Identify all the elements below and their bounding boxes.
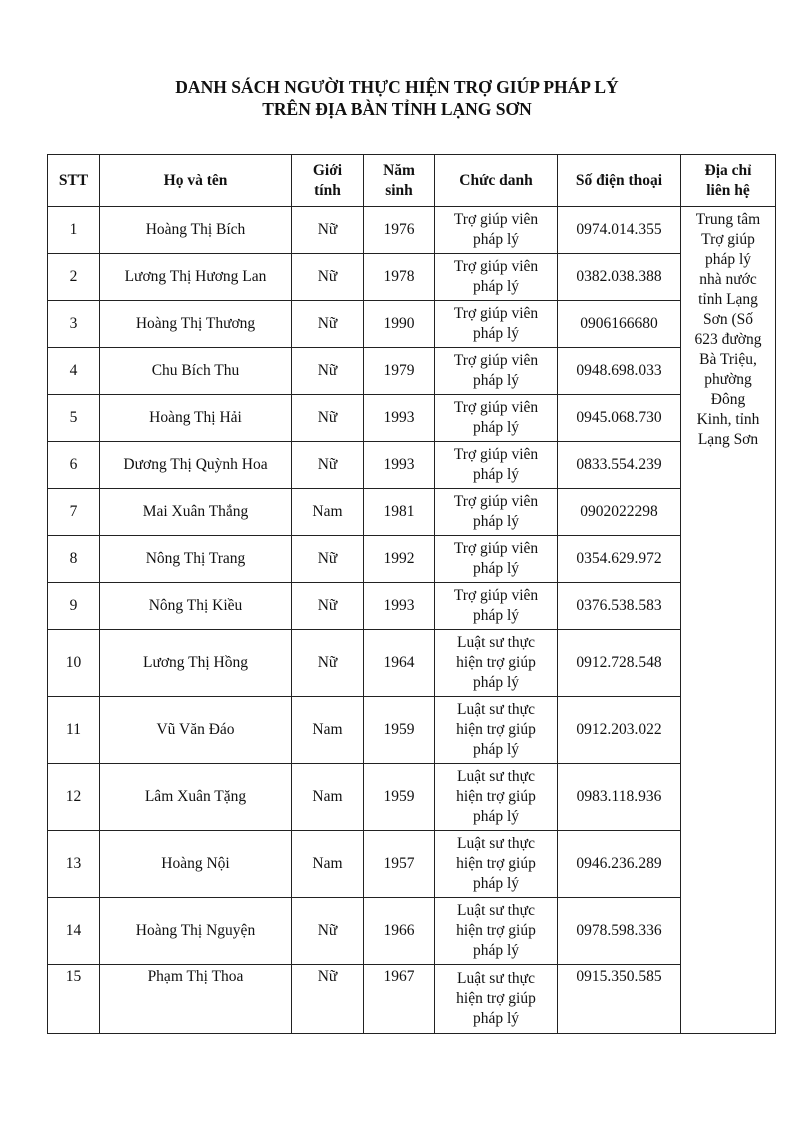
cell-name: Nông Thị Kiều xyxy=(100,583,292,630)
cell-stt: 5 xyxy=(48,395,100,442)
cell-title xyxy=(435,898,558,965)
cell-gender: Nữ xyxy=(292,630,364,697)
address-line: pháp lý xyxy=(704,251,752,268)
title-line: Luật sư thực xyxy=(457,970,535,987)
table-row xyxy=(48,536,776,583)
cell-stt: 7 xyxy=(48,489,100,536)
cell-gender: Nữ xyxy=(292,254,364,301)
table-row xyxy=(48,831,776,898)
cell-birth-year: 1992 xyxy=(364,536,435,583)
header-phone: Số điện thoại xyxy=(558,155,681,207)
cell-name: Hoàng Nội xyxy=(100,831,292,898)
cell-gender: Nữ xyxy=(292,583,364,630)
table-row xyxy=(48,348,776,395)
cell-stt: 12 xyxy=(48,764,100,831)
title-line: pháp lý xyxy=(472,808,520,825)
title-line: Trợ giúp viên xyxy=(453,493,539,510)
cell-stt: 9 xyxy=(48,583,100,630)
cell-title xyxy=(435,583,558,630)
title-line: Trợ giúp viên xyxy=(453,352,539,369)
title-line: pháp lý xyxy=(472,466,520,483)
title-line: hiện trợ giúp xyxy=(456,788,536,805)
cell-name: Lâm Xuân Tặng xyxy=(100,764,292,831)
title-line-2: TRÊN ĐỊA BÀN TỈNH LẠNG SƠN xyxy=(262,99,532,119)
cell-gender: Nữ xyxy=(292,442,364,489)
table-header-row xyxy=(48,155,776,207)
cell-stt: 14 xyxy=(48,898,100,965)
title-line-1: DANH SÁCH NGƯỜI THỰC HIỆN TRỢ GIÚP PHÁP LÝ xyxy=(175,77,619,97)
title-line: Trợ giúp viên xyxy=(453,211,539,228)
cell-gender: Nam xyxy=(292,764,364,831)
cell-title xyxy=(435,764,558,831)
cell-stt: 3 xyxy=(48,301,100,348)
address-line: Đông xyxy=(710,391,746,408)
cell-name: Mai Xuân Thắng xyxy=(100,489,292,536)
address-line: Sơn (Số xyxy=(703,311,753,328)
cell-birth-year: 1966 xyxy=(364,898,435,965)
address-line: Lạng Sơn xyxy=(697,431,759,448)
personnel-table xyxy=(47,154,776,1034)
cell-gender: Nữ xyxy=(292,536,364,583)
cell-title xyxy=(435,630,558,697)
title-line: Luật sư thực xyxy=(457,701,535,718)
address-line: tỉnh Lạng xyxy=(698,291,758,308)
cell-gender: Nữ xyxy=(292,348,364,395)
cell-birth-year: 1993 xyxy=(364,442,435,489)
title-line: Luật sư thực xyxy=(457,768,535,785)
title-line: Luật sư thực xyxy=(457,634,535,651)
cell-birth-year: 1979 xyxy=(364,348,435,395)
cell-gender: Nam xyxy=(292,697,364,764)
document-title xyxy=(0,76,794,120)
table-row xyxy=(48,583,776,630)
cell-birth-year: 1964 xyxy=(364,630,435,697)
title-line: hiện trợ giúp xyxy=(456,990,536,1007)
cell-name: Dương Thị Quỳnh Hoa xyxy=(100,442,292,489)
cell-title xyxy=(435,831,558,898)
title-line: Trợ giúp viên xyxy=(453,587,539,604)
cell-name: Hoàng Thị Nguyện xyxy=(100,898,292,965)
title-line: pháp lý xyxy=(472,231,520,248)
cell-phone: 0915.350.585 xyxy=(558,965,681,1034)
header-stt: STT xyxy=(48,155,100,207)
title-line: pháp lý xyxy=(472,419,520,436)
header-title: Chức danh xyxy=(435,155,558,207)
title-line: pháp lý xyxy=(472,674,520,691)
cell-title xyxy=(435,965,558,1034)
cell-stt: 4 xyxy=(48,348,100,395)
table-row xyxy=(48,301,776,348)
cell-gender: Nam xyxy=(292,831,364,898)
title-line: pháp lý xyxy=(472,607,520,624)
cell-name: Hoàng Thị Thương xyxy=(100,301,292,348)
title-line: Luật sư thực xyxy=(457,835,535,852)
header-name: Họ và tên xyxy=(100,155,292,207)
table-row xyxy=(48,764,776,831)
cell-gender: Nữ xyxy=(292,301,364,348)
title-line: pháp lý xyxy=(472,875,520,892)
cell-name: Lương Thị Hồng xyxy=(100,630,292,697)
cell-phone: 0376.538.583 xyxy=(558,583,681,630)
cell-phone: 0354.629.972 xyxy=(558,536,681,583)
address-line: Trợ giúp xyxy=(701,231,755,248)
cell-title xyxy=(435,207,558,254)
cell-name: Phạm Thị Thoa xyxy=(100,965,292,1034)
title-line: pháp lý xyxy=(472,560,520,577)
cell-name: Nông Thị Trang xyxy=(100,536,292,583)
title-line: pháp lý xyxy=(472,741,520,758)
table-row xyxy=(48,442,776,489)
cell-name: Chu Bích Thu xyxy=(100,348,292,395)
cell-title xyxy=(435,442,558,489)
table-row xyxy=(48,489,776,536)
address-line: Kinh, tỉnh xyxy=(696,411,760,428)
table-row xyxy=(48,898,776,965)
cell-birth-year: 1990 xyxy=(364,301,435,348)
address-line: Bà Triệu, xyxy=(699,351,757,368)
title-line: pháp lý xyxy=(472,1010,520,1027)
cell-stt: 11 xyxy=(48,697,100,764)
cell-title xyxy=(435,395,558,442)
cell-phone: 0382.038.388 xyxy=(558,254,681,301)
cell-stt: 13 xyxy=(48,831,100,898)
title-line: pháp lý xyxy=(472,372,520,389)
cell-birth-year: 1981 xyxy=(364,489,435,536)
header-birth-year: Năm sinh xyxy=(364,155,435,207)
cell-phone: 0902022298 xyxy=(558,489,681,536)
title-line: hiện trợ giúp xyxy=(456,855,536,872)
cell-phone: 0912.203.022 xyxy=(558,697,681,764)
cell-phone: 0906166680 xyxy=(558,301,681,348)
cell-name: Hoàng Thị Hải xyxy=(100,395,292,442)
cell-stt: 15 xyxy=(48,965,100,1034)
address-line: nhà nước xyxy=(699,271,757,288)
cell-gender: Nữ xyxy=(292,395,364,442)
cell-birth-year: 1967 xyxy=(364,965,435,1034)
cell-birth-year: 1976 xyxy=(364,207,435,254)
cell-gender: Nữ xyxy=(292,898,364,965)
table-row xyxy=(48,254,776,301)
title-line: pháp lý xyxy=(472,325,520,342)
table-row xyxy=(48,630,776,697)
cell-stt: 1 xyxy=(48,207,100,254)
title-line: pháp lý xyxy=(472,278,520,295)
cell-birth-year: 1993 xyxy=(364,583,435,630)
cell-stt: 6 xyxy=(48,442,100,489)
cell-gender: Nữ xyxy=(292,207,364,254)
cell-name: Lương Thị Hương Lan xyxy=(100,254,292,301)
cell-phone: 0833.554.239 xyxy=(558,442,681,489)
cell-phone: 0974.014.355 xyxy=(558,207,681,254)
cell-name: Vũ Văn Đáo xyxy=(100,697,292,764)
table-row xyxy=(48,395,776,442)
title-line: Trợ giúp viên xyxy=(453,258,539,275)
cell-stt: 8 xyxy=(48,536,100,583)
title-line: hiện trợ giúp xyxy=(456,922,536,939)
cell-birth-year: 1959 xyxy=(364,697,435,764)
cell-title xyxy=(435,489,558,536)
title-line: hiện trợ giúp xyxy=(456,654,536,671)
cell-phone: 0912.728.548 xyxy=(558,630,681,697)
cell-stt: 10 xyxy=(48,630,100,697)
cell-birth-year: 1993 xyxy=(364,395,435,442)
title-line: Trợ giúp viên xyxy=(453,399,539,416)
cell-birth-year: 1959 xyxy=(364,764,435,831)
title-line: pháp lý xyxy=(472,513,520,530)
header-gender: Giới tính xyxy=(292,155,364,207)
address-line: Trung tâm xyxy=(695,211,761,228)
cell-birth-year: 1978 xyxy=(364,254,435,301)
title-line: Trợ giúp viên xyxy=(453,540,539,557)
address-line: 623 đường xyxy=(694,331,762,348)
cell-phone: 0983.118.936 xyxy=(558,764,681,831)
cell-title xyxy=(435,254,558,301)
cell-name: Hoàng Thị Bích xyxy=(100,207,292,254)
title-line: Luật sư thực xyxy=(457,902,535,919)
cell-title xyxy=(435,301,558,348)
title-line: pháp lý xyxy=(472,942,520,959)
address-line: phường xyxy=(704,371,752,388)
title-line: hiện trợ giúp xyxy=(456,721,536,738)
cell-stt: 2 xyxy=(48,254,100,301)
table-row xyxy=(48,965,776,1034)
cell-title xyxy=(435,348,558,395)
title-line: Trợ giúp viên xyxy=(453,446,539,463)
cell-address xyxy=(681,207,776,1034)
cell-title xyxy=(435,536,558,583)
header-address: Địa chỉ liên hệ xyxy=(681,155,776,207)
cell-phone: 0948.698.033 xyxy=(558,348,681,395)
table-row xyxy=(48,697,776,764)
cell-phone: 0978.598.336 xyxy=(558,898,681,965)
cell-gender: Nữ xyxy=(292,965,364,1034)
cell-birth-year: 1957 xyxy=(364,831,435,898)
cell-title xyxy=(435,697,558,764)
cell-gender: Nam xyxy=(292,489,364,536)
title-line: Trợ giúp viên xyxy=(453,305,539,322)
table-row xyxy=(48,207,776,254)
cell-phone: 0946.236.289 xyxy=(558,831,681,898)
cell-phone: 0945.068.730 xyxy=(558,395,681,442)
